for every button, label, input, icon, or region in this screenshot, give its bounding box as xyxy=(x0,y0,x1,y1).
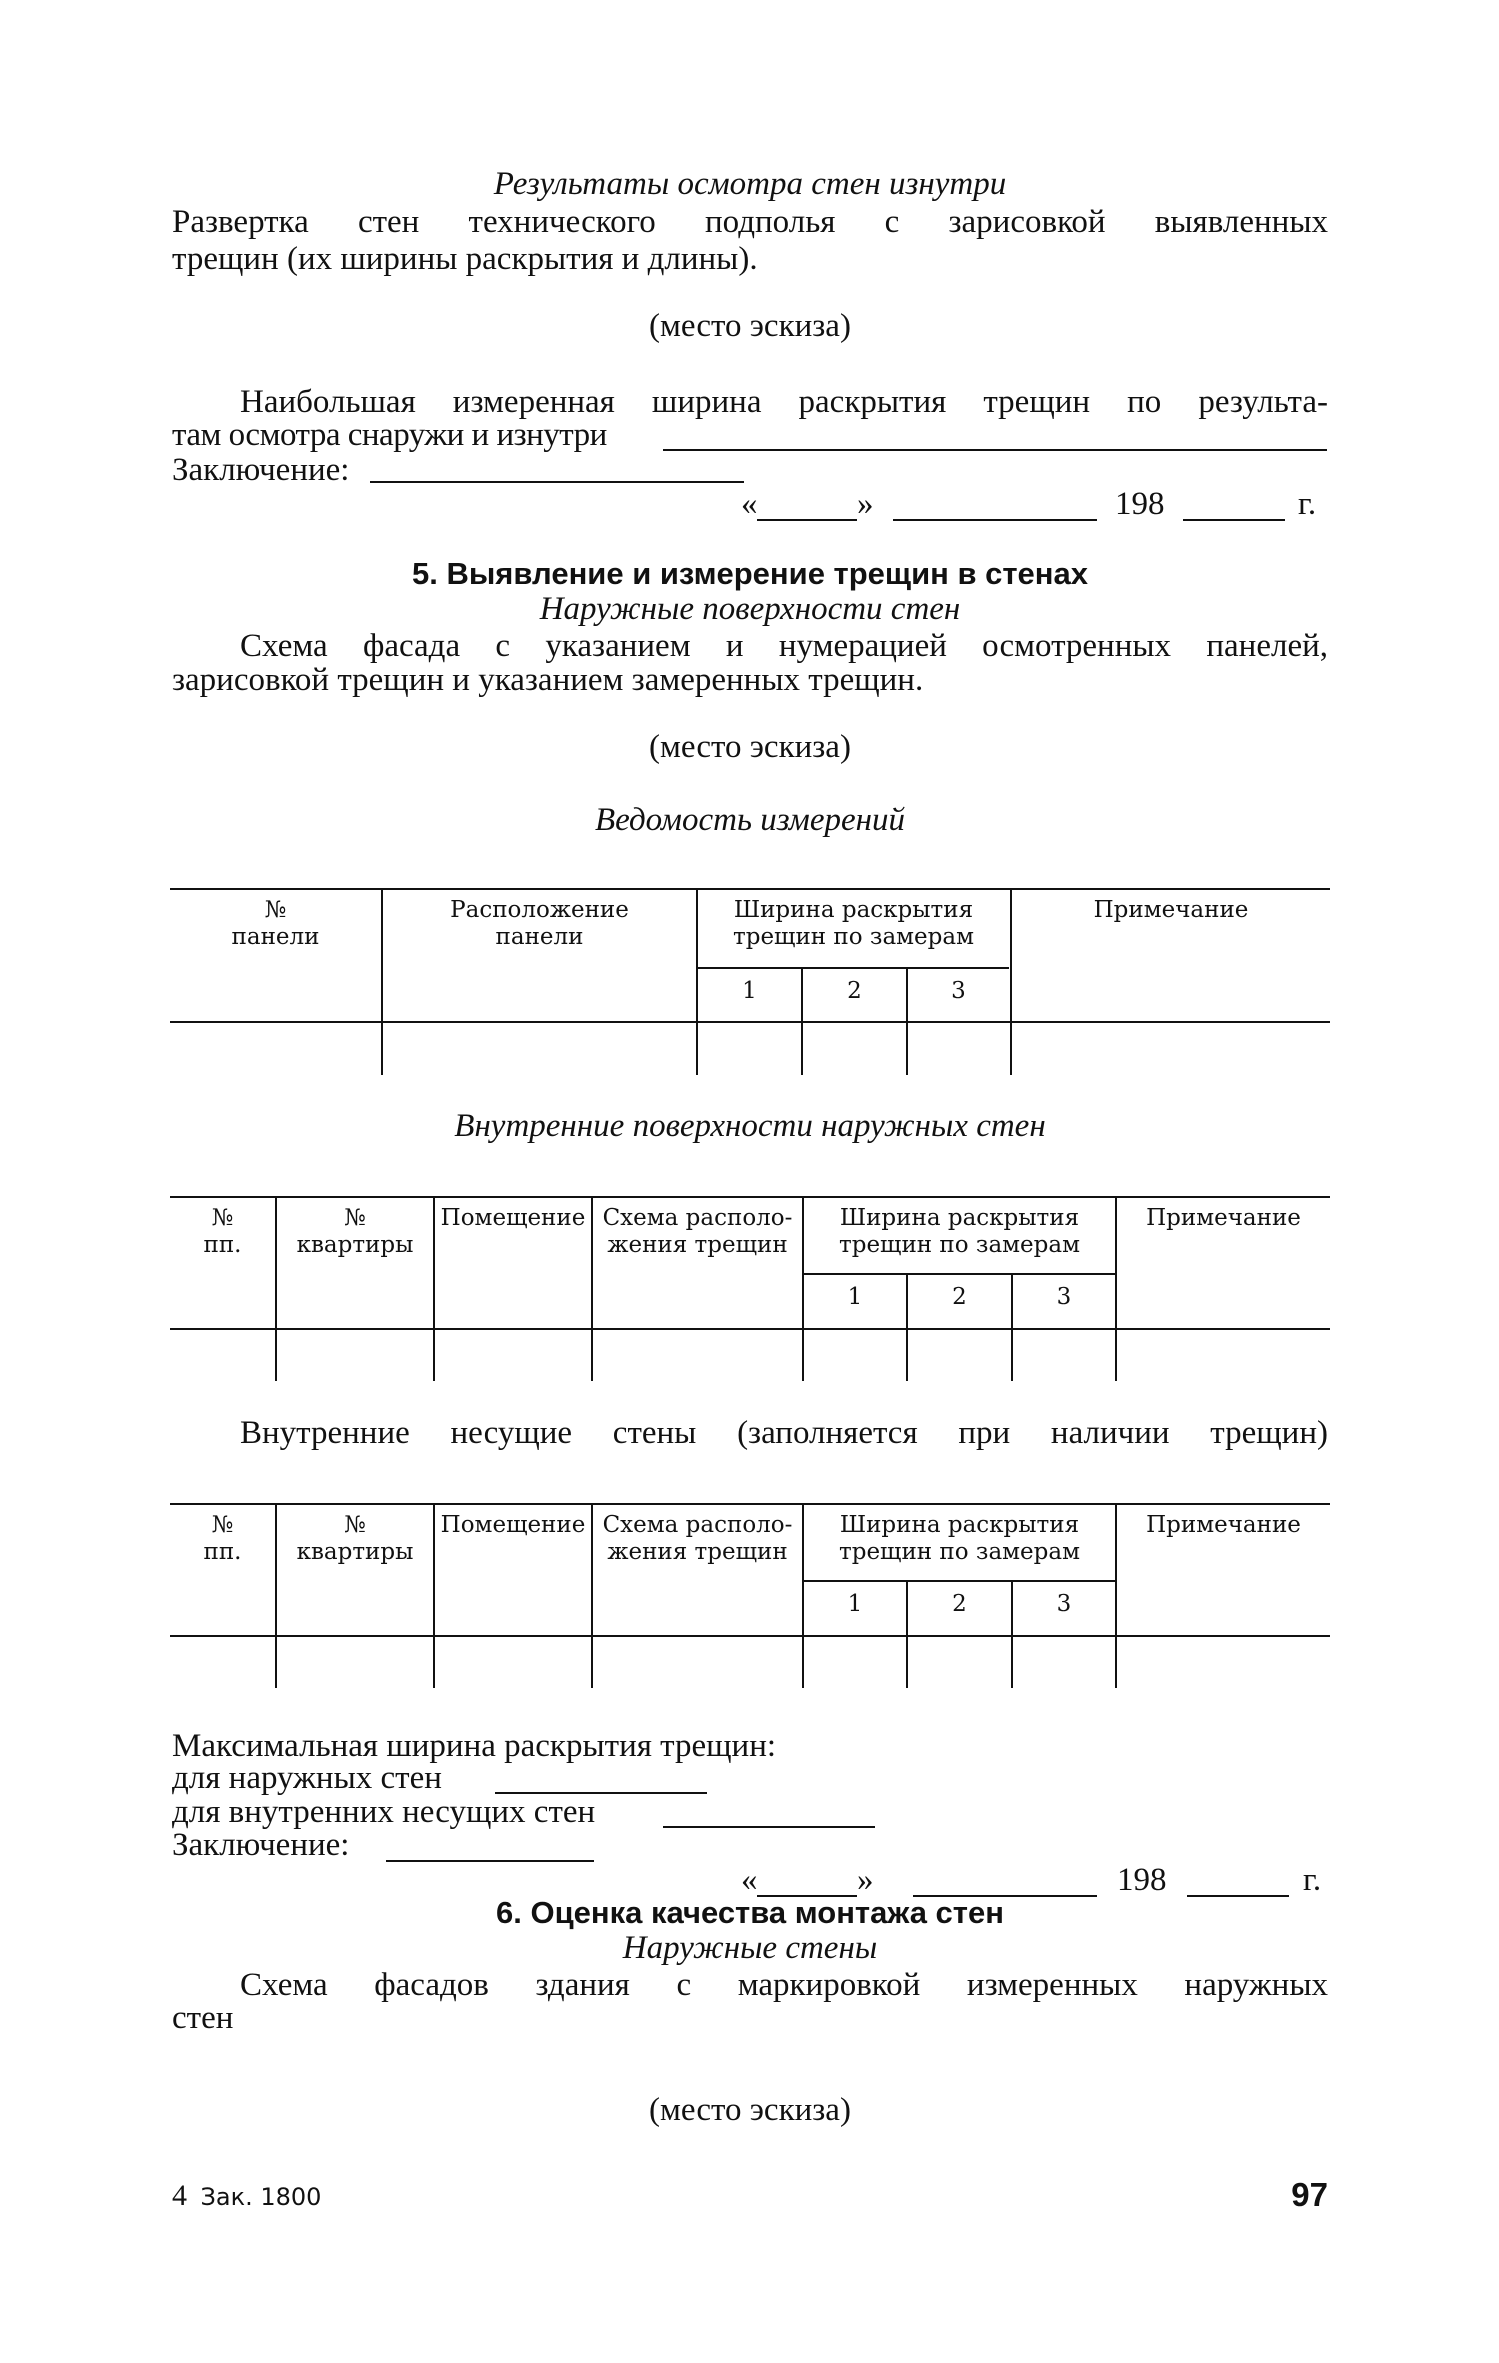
table-rule xyxy=(170,1196,1330,1198)
sub-header-3: 3 xyxy=(1056,1591,1072,1617)
sketch-placeholder: (место эскиза) xyxy=(649,308,851,344)
paragraph-line: Схема фасада с указанием и нумерацией осмотренных панелей, xyxy=(240,628,1328,664)
column-header-note: Примечание xyxy=(1146,1205,1301,1231)
sub-header-2: 2 xyxy=(847,978,862,1004)
paragraph-line: стен xyxy=(172,2000,234,2036)
section-title-5: 5. Выявление и измерение трещин в стенах xyxy=(411,556,1089,591)
sub-header-2: 2 xyxy=(952,1284,967,1310)
max-width-outer-label: для наружных стен xyxy=(172,1760,442,1796)
date-year-suffix: г. xyxy=(1303,1862,1322,1898)
table-rule xyxy=(170,1635,1330,1637)
sub-header-2: 2 xyxy=(952,1591,967,1617)
column-header-crack-width: Ширина раскрытия трещин по замерам xyxy=(733,897,974,950)
column-header-room: Помещение xyxy=(440,1205,586,1231)
sub-header-3: 3 xyxy=(951,978,966,1004)
table-rule xyxy=(170,1328,1330,1330)
column-header-apartment-no: № квартиры xyxy=(296,1205,414,1258)
max-width-inner-line[interactable] xyxy=(663,1826,875,1828)
table-rule xyxy=(802,1580,1115,1582)
date-month-line[interactable] xyxy=(893,519,1097,521)
date-quote-open: « xyxy=(741,1862,758,1898)
column-header-crack-scheme: Схема располо- жения трещин xyxy=(602,1205,793,1258)
table-rule xyxy=(802,1273,1115,1275)
date-year-suffix: г. xyxy=(1298,486,1317,522)
paragraph-line: зарисовкой трещин и указанием замеренных трещин. xyxy=(172,662,924,698)
register-title: Ведомость измерений xyxy=(594,802,905,838)
date-quote-open: « xyxy=(741,486,758,522)
column-header-panel-location: Расположение панели xyxy=(450,897,629,950)
column-header-crack-scheme: Схема располо- жения трещин xyxy=(602,1512,793,1565)
max-width-inner-label: для внутренних несущих стен xyxy=(172,1794,596,1830)
paragraph-line: трещин (их ширины раскрытия и длины). xyxy=(172,241,758,277)
column-header-row-no: № пп. xyxy=(203,1205,242,1258)
table-rule xyxy=(696,967,1009,969)
column-header-crack-width: Ширина раскрытия трещин по замерам xyxy=(839,1512,1080,1565)
date-year-prefix: 198 xyxy=(1115,486,1165,522)
paragraph-line: там осмотра снаружи и изнутри xyxy=(172,417,607,453)
date-year-line[interactable] xyxy=(1183,519,1285,521)
footer-order-number: 4 xyxy=(172,2179,187,2212)
date-year-prefix: 198 xyxy=(1117,1862,1167,1898)
sub-header-1: 1 xyxy=(742,978,757,1004)
column-header-apartment-no: № квартиры xyxy=(296,1512,414,1565)
sketch-placeholder: (место эскиза) xyxy=(649,729,851,765)
section-subtitle-outer-walls: Наружные стены xyxy=(622,1930,878,1966)
conclusion-label: Заключение: xyxy=(172,1827,350,1863)
conclusion-fill-line[interactable] xyxy=(370,481,744,483)
column-header-note: Примечание xyxy=(1093,897,1249,923)
conclusion-label: Заключение: xyxy=(172,452,350,488)
section-subtitle-inner-outer-walls: Внутренние поверхности наружных стен xyxy=(454,1108,1046,1144)
column-header-note: Примечание xyxy=(1146,1512,1301,1538)
section-subtitle-bearing-walls: Внутренние несущие стены (заполняется при наличии трещин) xyxy=(240,1415,1328,1451)
date-quote-close: » xyxy=(857,486,874,522)
paragraph-line: Развертка стен технического подполья с зарисовкой выявленных xyxy=(172,204,1328,240)
column-header-row-no: № пп. xyxy=(203,1512,242,1565)
table-rule xyxy=(170,1021,1330,1023)
page-number: 97 xyxy=(1291,2176,1328,2213)
sub-header-1: 1 xyxy=(847,1284,863,1310)
date-quote-close: » xyxy=(857,1862,874,1898)
date-day-line[interactable] xyxy=(757,519,857,521)
footer-order xyxy=(172,2178,321,2215)
column-header-room: Помещение xyxy=(440,1512,586,1538)
column-header-panel-no: № панели xyxy=(231,897,320,950)
sub-header-1: 1 xyxy=(847,1591,863,1617)
sketch-placeholder: (место эскиза) xyxy=(649,2092,851,2128)
paragraph-line: Схема фасадов здания с маркировкой измеренных наружных xyxy=(240,1967,1328,2003)
footer-order-text: Зак. 1800 xyxy=(200,2183,322,2211)
max-width-fill-line[interactable] xyxy=(663,449,1327,451)
table-rule xyxy=(170,888,1330,890)
section-title-6: 6. Оценка качества монтажа стен xyxy=(496,1895,1004,1930)
section-heading-inside: Результаты осмотра стен изнутри xyxy=(493,166,1007,202)
sub-header-3: 3 xyxy=(1056,1284,1072,1310)
section-subtitle-outer: Наружные поверхности стен xyxy=(539,591,961,627)
conclusion-fill-line[interactable] xyxy=(386,1860,594,1862)
max-width-title: Максимальная ширина раскрытия трещин: xyxy=(172,1728,777,1764)
table-rule xyxy=(170,1503,1330,1505)
column-header-crack-width: Ширина раскрытия трещин по замерам xyxy=(839,1205,1080,1258)
paragraph-line: Наибольшая измеренная ширина раскрытия трещин по результа- xyxy=(240,384,1328,420)
